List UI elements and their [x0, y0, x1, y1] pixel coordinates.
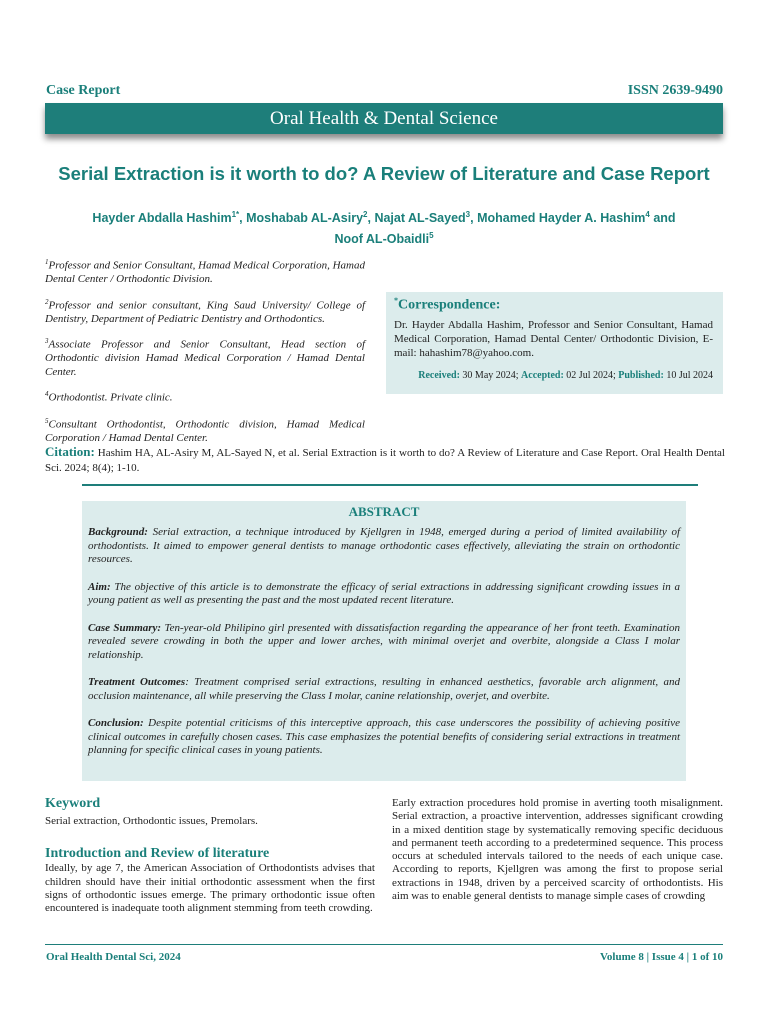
- abstract-section: [88, 581, 680, 608]
- abstract-label: Case Summary:: [88, 621, 162, 634]
- author-sup: 1*: [231, 210, 240, 219]
- published-label: Published:: [618, 369, 664, 381]
- abstract-section: [88, 717, 680, 758]
- correspondence-text: Dr. Hayder Abdalla Hashim, Professor and Senior Consultant, Hamad Medical Corporation, Hamad Dental Center/ Orthodontic Division, E-mail: hahashim78@yahoo.com.: [394, 318, 713, 359]
- abstract-text: Ten-year-old Philipino girl presented with dissatisfaction regarding the appearance of her front teeth. Examination revealed severe crowding in both the upper and lower arches, with minimal overjet and overbite, alongside a Class I molar relationship.: [88, 621, 680, 661]
- article-dates: [394, 370, 713, 381]
- affiliation-item: [45, 388, 365, 405]
- affiliations: [45, 256, 365, 454]
- accepted-label: Accepted:: [521, 369, 564, 381]
- author-list: [40, 206, 728, 248]
- keyword-text: Serial extraction, Orthodontic issues, Premolars.: [45, 815, 258, 827]
- affiliation-item: [45, 256, 365, 287]
- author-sup: 2: [363, 210, 368, 219]
- keyword-heading: Keyword: [45, 796, 101, 811]
- author-sup: 5: [429, 231, 434, 241]
- author-separator: ,: [239, 211, 247, 226]
- author-and: and: [649, 211, 676, 226]
- correspondence-box: [386, 292, 723, 394]
- footer-page-info: Volume 8 | Issue 4 | 1 of 10: [599, 951, 723, 963]
- affiliation-text: Orthodontist. Private clinic.: [48, 392, 173, 405]
- abstract-section: [88, 676, 680, 703]
- affiliation-sup: 1: [45, 258, 49, 266]
- author-separator: ,: [367, 211, 375, 226]
- affiliation-item: [45, 296, 365, 327]
- abstract-text: Despite potential criticisms of this interceptive approach, this case underscores the possibility of achieving positive clinical outcomes in carefully chosen cases. This case emphasizes the potential benefits of considering serial extractions in treatment planning for specific clinical cases in young patients.: [88, 717, 680, 756]
- affiliation-sup: 4: [45, 390, 49, 399]
- author-name: Noof AL-Obaidli: [334, 232, 430, 247]
- affiliation-text: Professor and Senior Consultant, Hamad Medical Corporation, Hamad Dental Center / Orthodontic Division.: [45, 259, 365, 286]
- intro-text: Ideally, by age 7, the American Association of Orthodontists advises that children should have their initial orthodontic assessment when the first signs of orthodontic issues emerge. The primary orthodontic issue often encountered is inadequate tooth alignment stemming from teeth crowding.: [45, 862, 375, 915]
- author-sup: 3: [465, 210, 471, 219]
- citation: [45, 444, 725, 476]
- affiliation-text: Associate Professor and Senior Consultant, Head section of Orthodontic division Hamad Medical Corporation / Hamad Dental Center.: [45, 338, 365, 378]
- author-separator: ,: [470, 211, 478, 226]
- article-type: Case Report: [46, 83, 121, 98]
- affiliation-text: Consultant Orthodontist, Orthodontic division, Hamad Medical Corporation / Hamad Dental Center.: [45, 418, 365, 444]
- accepted-date: 02 Jul 2024;: [563, 369, 619, 381]
- abstract-label: Aim:: [88, 580, 111, 593]
- author-name: Moshabab AL-Asiry: [246, 211, 364, 226]
- abstract-text: Serial extraction, a technique introduced by Kjellgren in 1948, emerged during a period of limited availability of orthodontists. It aimed to empower general dentists to manage orthodontic cases effectively, alleviating the strain on orthodontic resources.: [88, 526, 680, 565]
- author-name: Najat AL-Sayed: [374, 211, 466, 226]
- affiliation-sup: 2: [45, 297, 49, 306]
- abstract-text: : Treatment comprised serial extractions, resulting in enhanced aesthetics, favorable arch alignment, and occlusion maintenance, all while preserving the Class I molar, canine relationship, overjet, and overbite.: [88, 676, 680, 702]
- journal-banner: Oral Health & Dental Science: [45, 103, 723, 134]
- abstract-text: The objective of this article is to demonstrate the efficacy of serial extractions in addressing significant crowding issues in a young patient as well as presenting the past and the most updated recent literature.: [88, 580, 680, 606]
- abstract-label: Background:: [88, 526, 148, 538]
- abstract-section: [88, 526, 680, 567]
- article-title: Serial Extraction is it worth to do? A Review of Literature and Case Report: [58, 163, 710, 184]
- correspondence-title: [394, 296, 713, 314]
- affiliation-item: [45, 415, 365, 446]
- abstract-label: Conclusion:: [88, 717, 144, 729]
- body-paragraph: Early extraction procedures hold promise in averting tooth misalignment. Serial extraction, a proactive intervention, addresses significant crowding in a mixed dentition stage by systematically removing specific deciduous and permanent teeth according to a predetermined sequence. This process occurs at scheduled intervals tailored to the needs of each unique case. According to reports, Kjellgren was among the first to propose serial extractions in 1948, driven by a perceived scarcity of orthodontists. His aim was to enable general dentists to manage simple cases of crowding: [392, 797, 723, 903]
- abstract-title: ABSTRACT: [348, 504, 420, 519]
- abstract-label: Treatment Outcomes: [88, 676, 186, 688]
- section-divider: [82, 484, 698, 486]
- correspondence-label: Correspondence:: [398, 297, 501, 313]
- received-label: Received:: [418, 369, 460, 381]
- affiliation-sup: 3: [45, 337, 49, 346]
- author-name: Hayder Abdalla Hashim: [92, 211, 232, 226]
- issn: ISSN 2639-9490: [627, 83, 723, 98]
- affiliation-item: [45, 335, 365, 379]
- correspondence-sup: *: [394, 296, 398, 305]
- intro-heading: Introduction and Review of literature: [45, 846, 270, 862]
- footer-journal: Oral Health Dental Sci, 2024: [46, 951, 181, 963]
- abstract-box: [82, 501, 686, 781]
- citation-label: Citation:: [45, 444, 95, 459]
- affiliation-text: Professor and senior consultant, King Saud University/ College of Dentistry, Department of Pediatric Dentistry and Orthodontics.: [45, 299, 365, 325]
- footer-divider: [45, 944, 723, 945]
- author-sup: 4: [645, 210, 650, 219]
- abstract-section: [88, 622, 680, 663]
- published-date: 10 Jul 2024: [663, 369, 713, 381]
- author-name: Mohamed Hayder A. Hashim: [477, 211, 646, 226]
- left-column: [45, 796, 375, 915]
- received-date: 30 May 2024;: [459, 369, 522, 381]
- affiliation-sup: 5: [45, 416, 49, 425]
- right-column: [392, 797, 723, 903]
- citation-text: Hashim HA, AL-Asiry M, AL-Sayed N, et al. Serial Extraction is it worth to do? A Review of Literature and Case Report. Oral Health Dental Sci. 2024; 8(4); 1-10.: [45, 447, 725, 474]
